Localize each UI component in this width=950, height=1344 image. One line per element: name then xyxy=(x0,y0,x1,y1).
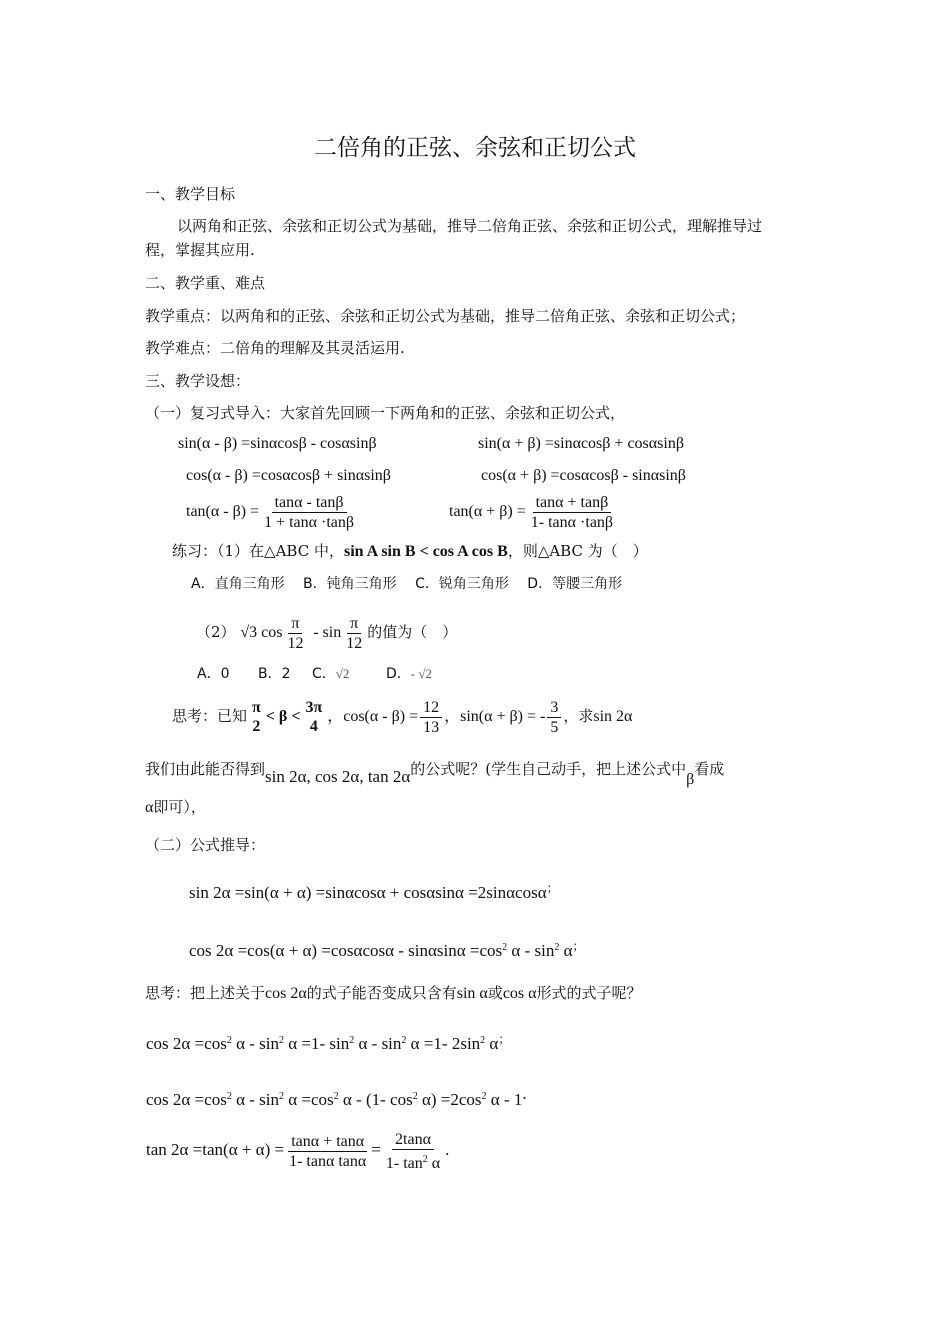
tan-plus-denominator: 1- tanα ·tanβ xyxy=(530,513,614,531)
section-heading-derivation: （二）公式推导： xyxy=(145,836,266,854)
beta-range: < β < xyxy=(265,708,301,725)
square: 2 xyxy=(349,1035,355,1046)
exercise-2-prefix: （2） xyxy=(196,623,236,641)
bridge-text-d: 即可）， xyxy=(153,798,206,816)
tan-minus-lhs: tan(α - β) = xyxy=(186,503,260,520)
square: 2 xyxy=(401,1035,407,1046)
think-1-prefix: 思考：已知 xyxy=(172,707,248,725)
cos2a-part: α xyxy=(559,941,573,960)
fraction-pi: π xyxy=(347,614,361,634)
formula-sin-plus: sin(α + β) =sinαcosβ + cosαsinβ xyxy=(478,435,684,452)
semicolon: ； xyxy=(572,939,585,953)
frac-num: 12 xyxy=(420,698,442,718)
bridge-funcs: sin 2α, cos 2α, tan 2α xyxy=(265,767,411,786)
exercise-1-options: A．直角三角形 B．钝角三角形 C．锐角三角形 D．等腰三角形 xyxy=(191,576,623,592)
exercise-1-suffix: ，则△ABC 为（ ） xyxy=(507,542,648,560)
exercise-2-minus-sin: - sin xyxy=(313,624,342,641)
cos2a-part: cos 2α =cos(α + α) =cosαcosα - sinαsinα =cos xyxy=(189,941,503,960)
frac-den: 13 xyxy=(423,718,440,736)
think-2-cos2a: cos 2α xyxy=(265,985,307,1002)
den-part: 1- tan xyxy=(385,1154,423,1172)
equals: = xyxy=(371,1140,381,1159)
fraction-3pi-over-4 xyxy=(302,698,325,736)
formula-tan-minus xyxy=(186,492,359,532)
objectives-text-line1: 以两角和正弦、余弦和正切公式为基础，推导二倍角正弦、余弦和正切公式，理解推导过 xyxy=(177,217,763,235)
square: 2 xyxy=(422,1153,428,1165)
f1-part: α xyxy=(485,1034,499,1053)
formula-tan-plus xyxy=(449,492,618,532)
think-2-sina: sin α xyxy=(456,985,488,1002)
exercise-1 xyxy=(172,541,648,562)
semicolon: ； xyxy=(546,881,559,895)
tan-minus-fraction xyxy=(261,493,357,532)
exercise-1-prefix: 练习：（1）在△ABC 中， xyxy=(172,542,344,560)
bridge-beta: β xyxy=(686,771,695,788)
exercise-2-fraction-b xyxy=(343,614,365,653)
tan2a-den-2 xyxy=(383,1150,443,1173)
option-c-value: √2 xyxy=(335,666,350,681)
square: 2 xyxy=(279,1091,284,1102)
fraction-twelve: 12 xyxy=(287,634,304,652)
tan-plus-fraction xyxy=(528,493,616,532)
tan2a-den-1: 1- tanα tanα xyxy=(289,1152,367,1170)
tan2a-fraction-1 xyxy=(286,1132,369,1171)
page-title: 二倍角的正弦、余弦和正切公式 xyxy=(314,135,636,161)
fraction-twelve: 12 xyxy=(346,634,363,652)
objectives-text-line2: 程，掌握其应用. xyxy=(145,241,255,259)
think-2-text-b: 的式子能否变成只含有 xyxy=(306,984,457,1002)
cos2a-part: α - sin xyxy=(507,941,555,960)
fraction-pi: π xyxy=(288,614,302,634)
exercise-2-option-c xyxy=(312,664,349,684)
sin-condition: ，sin(α + β) = - xyxy=(444,708,546,725)
period: . xyxy=(445,1140,450,1159)
cos-condition: ，cos(α - β) = xyxy=(327,708,419,725)
difficulty-text: 教学难点：二倍角的理解及其灵活运用. xyxy=(145,339,405,357)
f1-part: α - sin xyxy=(354,1034,402,1053)
tan-minus-denominator: 1 + tanα ·tanβ xyxy=(264,513,355,531)
bridge-text-b: 的公式呢？(学生自己动手，把上述公式中 xyxy=(410,760,687,778)
frac-num: π xyxy=(252,699,261,716)
review-intro: （一）复习式导入：大家首先回顾一下两角和的正弦、余弦和正切公式， xyxy=(145,404,626,422)
exercise-1-condition: sin A sin B < cos A cos B xyxy=(343,543,508,560)
square: 2 xyxy=(412,1091,418,1102)
option-d-value: - √2 xyxy=(410,666,432,681)
f2-part: α - 1 xyxy=(486,1090,523,1109)
think-2-or: 或 xyxy=(487,984,503,1002)
keypoint-text: 教学重点：以两角和的正弦、余弦和正切公式为基础，推导二倍角正弦、余弦和正切公式； xyxy=(145,307,746,325)
bridge-alpha: α xyxy=(145,799,154,816)
formula-cos2a-cos-form xyxy=(146,1084,527,1110)
tan2a-fraction-2 xyxy=(383,1130,443,1173)
think-2-text-c: 形式的式子呢？ xyxy=(536,984,642,1002)
square: 2 xyxy=(226,1035,232,1046)
f2-part: α - (1- cos xyxy=(338,1090,413,1109)
exercise-2-option-b: B．2 xyxy=(258,666,291,682)
exercise-2-suffix: 的值为（ ） xyxy=(367,623,458,641)
f2-part: α =cos xyxy=(284,1090,334,1109)
f2-part: α) =2cos xyxy=(417,1090,482,1109)
square: 2 xyxy=(554,942,560,953)
exercise-2-sqrt3cos: √3 cos xyxy=(240,624,283,641)
square: 2 xyxy=(480,1035,486,1046)
formula-sin-minus: sin(α - β) =sinαcosβ - cosαsinβ xyxy=(178,435,377,452)
tan2a-num-2: 2tanα xyxy=(392,1130,434,1150)
semicolon: ； xyxy=(498,1032,511,1046)
square: 2 xyxy=(481,1091,487,1102)
formula-cos2a xyxy=(189,936,585,961)
f1-part: cos 2α =cos xyxy=(146,1034,227,1053)
think-2-cosa: cos α xyxy=(502,985,537,1002)
f1-part: α =1- sin xyxy=(284,1034,350,1053)
bridge-line1 xyxy=(145,754,724,795)
formula-cos-plus: cos(α + β) =cosαcosβ - sinαsinβ xyxy=(481,467,686,484)
f1-part: α - sin xyxy=(231,1034,279,1053)
fraction-3-5 xyxy=(547,698,561,737)
think-1 xyxy=(172,696,632,737)
exercise-2-option-d xyxy=(386,664,432,684)
think-1-ask: ，求 xyxy=(563,707,594,725)
tan2a-lhs: tan 2α =tan(α + α) = xyxy=(146,1140,285,1159)
section-heading-objectives: 一、教学目标 xyxy=(145,185,236,203)
formula-cos2a-sin-form xyxy=(146,1029,510,1054)
option-c-label: C． xyxy=(312,666,336,682)
option-d-label: D． xyxy=(386,666,411,682)
square: 2 xyxy=(226,1091,232,1102)
think-1-target: sin 2α xyxy=(593,708,633,725)
section-heading-keypoints: 二、教学重、难点 xyxy=(145,274,266,292)
den-part: α xyxy=(427,1154,441,1172)
tan-plus-lhs: tan(α + β) = xyxy=(449,503,526,520)
frac-num: 3 xyxy=(547,698,561,718)
exercise-2-fraction-a xyxy=(284,614,306,653)
fraction-pi-over-2 xyxy=(249,698,264,736)
bridge-text-a: 我们由此能否得到 xyxy=(145,760,266,778)
sin2a-text: sin 2α =sin(α + α) =sinαcosα + cosαsinα =2sinαcosα xyxy=(189,883,547,902)
f2-part: α - sin xyxy=(231,1090,279,1109)
tan2a-num-1: tanα + tanα xyxy=(288,1132,367,1152)
bridge-line2 xyxy=(145,797,206,818)
square: 2 xyxy=(279,1035,284,1046)
bridge-text-c: 看成 xyxy=(694,760,725,778)
period: . xyxy=(522,1084,527,1103)
exercise-2 xyxy=(196,612,457,653)
square: 2 xyxy=(333,1091,339,1102)
fraction-12-13 xyxy=(420,698,442,737)
think-2-text-a: 思考：把上述关于 xyxy=(145,984,266,1002)
section-heading-design: 三、教学设想： xyxy=(145,372,251,390)
frac-den: 5 xyxy=(550,718,559,736)
formula-cos-minus: cos(α - β) =cosαcosβ + sinαsinβ xyxy=(186,467,391,484)
f1-part: α =1- 2sin xyxy=(406,1034,481,1053)
f2-part: cos 2α =cos xyxy=(146,1090,227,1109)
frac-den: 2 xyxy=(252,718,261,735)
frac-num: 3π xyxy=(305,699,323,716)
exercise-2-option-a: A．0 xyxy=(197,666,230,682)
tan-plus-numerator: tanα + tanβ xyxy=(533,493,612,513)
tan-minus-numerator: tanα - tanβ xyxy=(272,493,347,513)
formula-sin2a xyxy=(189,878,559,903)
formula-tan2a xyxy=(146,1129,449,1173)
think-2 xyxy=(145,981,642,1006)
square: 2 xyxy=(502,942,508,953)
frac-den: 4 xyxy=(309,718,318,735)
